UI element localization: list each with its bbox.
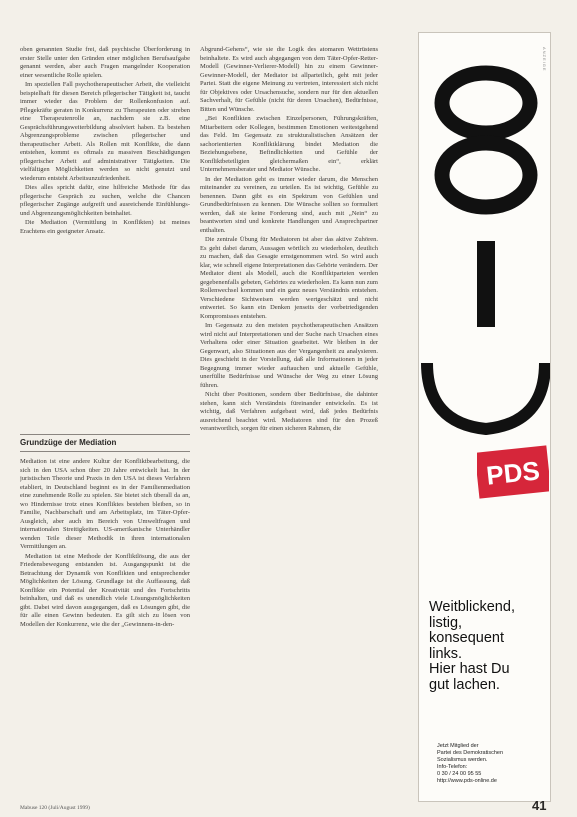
nose-bar: [477, 241, 495, 327]
ad-slogan: [429, 600, 549, 693]
small-print-line: Partei des Demokratischen: [437, 750, 504, 756]
article-column-1-bottom: [20, 458, 190, 798]
paragraph: Die Mediation (Vermittlung in Konflikten) ist meines Erachtens ein geeigneter Ansatz.: [20, 219, 190, 235]
paragraph: Abgrund-Gehens“, wie sie die Logik des atomaren Wettrüstens beinhaltete. Es wird auch abgegangen von dem Täter-Opfer-Retter-Modell (Gewinner-Verlierer-Modell) hin zu einem Gewinner-Gewinner-Modell, der Mediator ist allparteilich, geht mit jeder Partei. Statt die eigene Meinung zu vertreten, interessiert sich nicht für Objektives oder Ursachensuche, sondern nur für den aktuellen Sachverhalt, für Gefühle (nicht für deren Ursachen), Bedürfnisse, Bitten und Wünsche.: [200, 46, 378, 113]
paragraph: Mediation ist eine Methode der Konfliktlösung, die aus der Friedensbewegung entstanden ist. Ausgangspunkt ist die Betrachtung der Dynamik von Konflikten und entsprechender Möglichkeiten der Lösung. Grundlage ist die Auffassung, daß Konflikte ein Potential der Kreativität und des Fortschritts beinhalten, und daß es unendlich viele Lösungsmöglichkeiten gibt. Dabei wird davon ausgegangen, daß es Lösungen gibt, die für alle einen Gewinn bedeuten. Es gilt sich zu lösen von Modellen der Konkurrenz, wie die der „Gewinnens-in-den-: [20, 552, 190, 628]
smiley-face-graphic: [419, 63, 551, 483]
mouth-curve: [427, 363, 545, 429]
slogan-line: gut lachen.: [429, 676, 500, 693]
pds-logo: [477, 445, 549, 501]
article-column-2: [200, 46, 378, 798]
paragraph: Im Gegensatz zu den meisten psychotherapeutischen Ansätzen wird nicht auf Interpretationen und der Suche nach Ursachen eines Verhaltens oder einer Situation gearbeitet. Wir bleiben in der Gegenwart, also Situationen aus der Vergangenheit zu analysieren. Dies geschieht in der Vorstellung, daß alle Informationen in jeder Begegnung immer wieder auftauchen und aktuelle Gefühle, unerfüllte Bedürfnisse und Wünsche der Weg zu einer Lösung führen.: [200, 322, 378, 389]
paragraph: Nicht über Positionen, sondern über Bedürfnisse, die dahinter stehen, kann sich Verständnis füreinander entwickeln. Es ist wichtig, daß Verfahren aufgebaut wird, daß jedes Bedürfnis ausreichend beachtet wird. Mediatoren sind für den Prozeß verantwortlich, sorgen für einen sicheren Rahmen, die: [200, 391, 378, 432]
pds-logo-text: PDS: [484, 455, 542, 491]
small-print-line: 0 30 / 24 00 95 55: [437, 771, 482, 777]
paragraph: In der Mediation geht es immer wieder darum, die Menschen miteinander zu vereinen, zu urteilen. Es ist wichtig, Gefühle zu benennen. Dann gibt es ein Spektrum von Gefühlen und Grundbedürfnissen zu kennen. Die Wünsche sollten so formuliert werden, daß sie keine Forderung sind, auch mit „Nein“ zu beantworten sind und konkrete Handlungen und Ansprechpartner enthalten.: [200, 175, 378, 234]
paragraph: Dies alles spricht dafür, eine hilfreiche Methode für das pflegerische Gespräch zu suchen, welche die Chancen pflegerischer Zugänge aufgreift und ausreichende Einfühlungs- und Abgrenzungsmöglichkeiten beinhaltet.: [20, 184, 190, 217]
pds-advertisement: [418, 32, 551, 802]
ad-url[interactable]: http://www.pds-online.de: [437, 778, 497, 784]
small-print-line: Jetzt Mitglied der: [437, 743, 479, 749]
article-column-1-top: [20, 46, 190, 408]
ad-side-label: ANZEIGE: [542, 47, 547, 72]
eye-shape: [442, 73, 530, 207]
slogan-line: konsequent: [429, 630, 504, 646]
small-print-line: Sozialismus werden.: [437, 757, 488, 763]
slogan-line: Weitblickend,: [429, 599, 515, 615]
paragraph: Mediation ist eine andere Kultur der Konfliktbearbeitung, die sich in den USA schon über 20 Jahre entwickelt hat. In der juristischen Theorie und Praxis in den USA ist dieses Verfahren etabliert, in Deutschland beginnt es in der Familienmediation eine zunehmende Rolle zu spielen. Sie bietet sich überall da an, wo Hindernisse trotz eines Konfliktes bestehen bleiben, so in Familie, Nachbarschaft und am Arbeitsplatz, im Täter-Opfer-Ausgleich, aber auch im Bereich von Umweltfragen und internationalen Streitigkeiten. US-amerikanische Unterhändler wenden Teile dieser Methodik in ihren internationalen Vermittlungen an.: [20, 458, 190, 550]
slogan-line: links.: [429, 645, 463, 662]
small-print-line: Info-Telefon:: [437, 764, 468, 770]
slogan-line: Hier hast Du: [429, 661, 510, 677]
ad-small-print: [437, 743, 549, 785]
slogan-line: listig,: [429, 614, 463, 631]
page-number: 41: [532, 798, 547, 813]
paragraph: oben genannten Studie frei, daß psychische Überforderung in erster Stelle unter den Gründen einer möglichen Berufsaufgabe genannt werden, aber auch Fragen mangelnder Kooperation einer wesentliche Rolle spielen.: [20, 46, 190, 79]
page-footer: Mabuse 120 (Juli/August 1999): [20, 805, 90, 811]
paragraph: Die zentrale Übung für Mediatoren ist aber das aktive Zuhören. Es geht dabei darum, Aussagen wörtlich zu wiederholen, deutlich zu machen, daß das Gesagte ernstgenommen wird. So wird auch klar, wie schnell eigene Interpretationen das Gehörte verändern. Der Mediator dient als Modell, auch die Konfliktparteien werden gegebenenfalls gebeten, Gehörtes zu wiederholen. Es kann nun zum Rollenwechsel kommen und ein ganz neues Verständnis entstehen. Verschiedene Sichtweisen werden wertgeschätzt und nicht entwertet. So kann ein Denken jenseits der vorbetriedigenden Kompromisses entstehen.: [200, 236, 378, 320]
paragraph: Im speziellen Fall psychotherapeutischer Arbeit, die vielleicht beispielhaft für diesen Bereich pflegerischer Tätigkeit ist, taucht immer wieder das Problem der Rollenkonfusion auf. Pflegekräfte geraten in Konkurrenz zu Therapeuten oder streben eine Therapeutenrolle an, nachdem sie z.B. eine Gesprächsführungsweiterbildung absolviert haben. Es bestehen Abgrenzungsprobleme zwischen pflegerischer und therapeutischer Arbeit. Als Rollen mit Konflikte, die dann entstehen, kommt es oftmals zu massiven Beschädigungen pflegerischer Arbeit auf administrativer Tätigkeiten. Die vielfältigen Möglichkeiten werden so nicht genutzt und wiederum entsteht Arbeitsunzufriedenheit.: [20, 81, 190, 182]
paragraph: „Bei Konflikten zwischen Einzelpersonen, Führungskräften, Mitarbeitern oder Kollegen, bestimmen Emotionen weitestgehend das Feld. Im Gegensatz zu strukturalistischen Ansätzen der sachorientierten Konfliktklärung bindet Mediation die Beziehungsebene, Befindlichkeiten und Gefühle der Konfliktbeteiligten gleichermaßen ein“, erklärt Unternehmensberater und Mediator Wünsche.: [200, 115, 378, 173]
section-heading: Grundzüge der Mediation: [20, 434, 190, 452]
